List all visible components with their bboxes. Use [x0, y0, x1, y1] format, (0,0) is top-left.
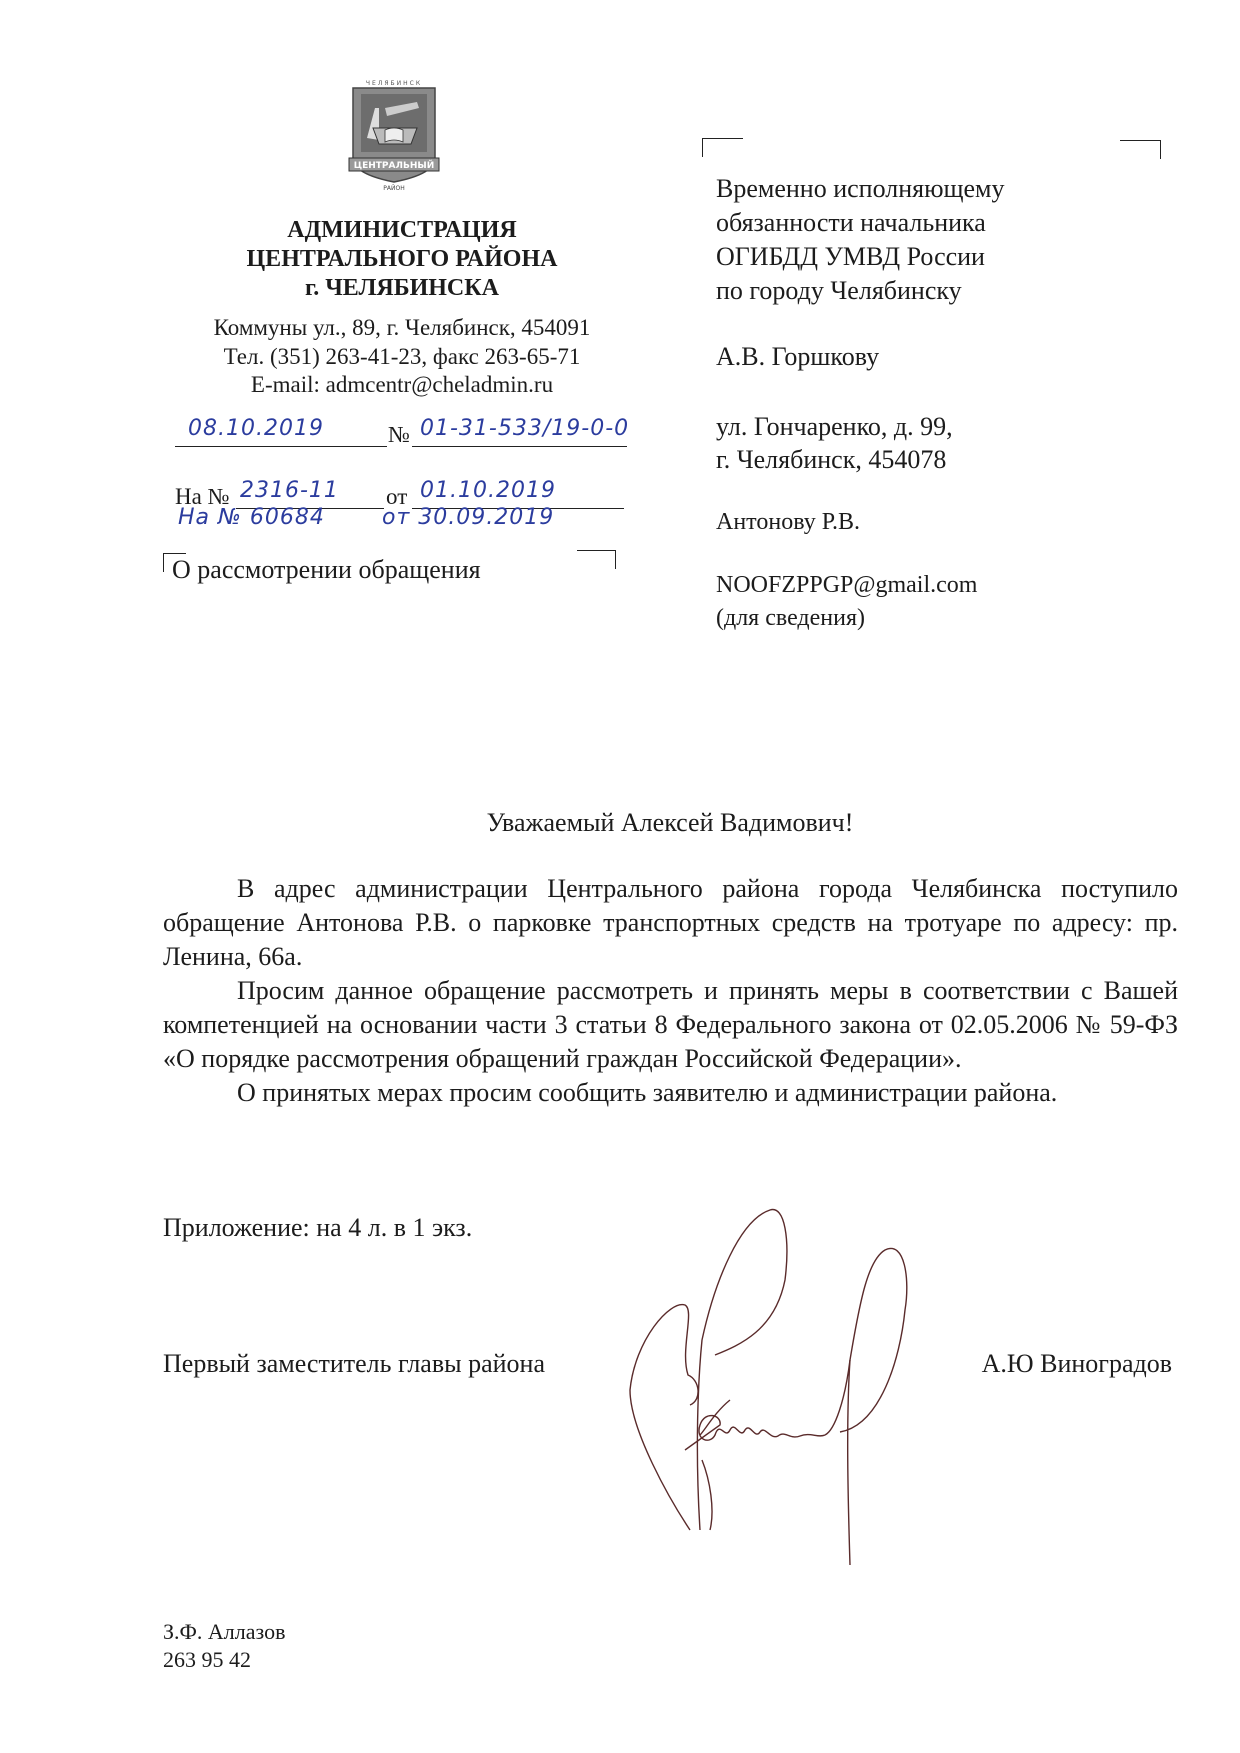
copy-recipient-name: Антонову Р.В.	[716, 509, 861, 535]
subject: О рассмотрении обращения	[172, 555, 481, 584]
recipient-bracket-right	[1120, 140, 1161, 159]
sender-address-line: Коммуны ул., 89, г. Челябинск, 454091	[213, 315, 591, 340]
executor-info	[163, 1618, 285, 1674]
greeting: Уважаемый Алексей Вадимович!	[486, 808, 854, 837]
ref2-number: На № 60684	[178, 505, 325, 530]
recipient-position-line: Временно исполняющему	[716, 174, 1005, 203]
district-emblem	[345, 78, 443, 196]
svg-text:ЦЕНТРАЛЬНЫЙ: ЦЕНТРАЛЬНЫЙ	[353, 161, 435, 171]
outgoing-number: 01-31-533/19-0-0	[420, 416, 630, 441]
sender-title	[172, 216, 632, 303]
executor-name: З.Ф. Аллазов	[163, 1619, 286, 1644]
date-underline	[175, 446, 387, 447]
ref-from-label: от	[386, 484, 408, 509]
signer-position: Первый заместитель главы района	[163, 1349, 545, 1378]
number-underline	[412, 446, 627, 447]
body-paragraph: О принятых мерах просим сообщить заявителю и администрации района.	[237, 1078, 1058, 1107]
attachment-note: Приложение: на 4 л. в 1 экз.	[163, 1213, 473, 1242]
recipient-bracket-left	[702, 138, 743, 157]
ref-number: 2316-11	[240, 478, 339, 503]
copy-note: (для сведения)	[716, 605, 865, 631]
body-paragraph: Просим данное обращение рассмотреть и принять меры в соответствии с Вашей компетенцией на основании части 3 статьи 8 Федерального закона от 02.05.2006 № 59-ФЗ «О порядке рассмотрения обращений граждан Российской Федерации».	[163, 976, 1178, 1073]
sender-title-line: г. ЧЕЛЯБИНСКА	[305, 275, 499, 301]
executor-phone: 263 95 42	[163, 1647, 251, 1672]
svg-text:ЧЕЛЯБИНСК: ЧЕЛЯБИНСК	[365, 80, 423, 87]
outgoing-date: 08.10.2019	[188, 416, 324, 441]
letter-body	[163, 872, 1178, 1110]
ref-number-label: На №	[175, 484, 230, 509]
body-paragraph: В адрес администрации Центрального района города Челябинска поступило обращение Антонова Р.В. о парковке транспортных средств на тротуаре по адресу: пр. Ленина, 66а.	[163, 874, 1178, 971]
sender-address-line: E-mail: admcentr@cheladmin.ru	[250, 372, 554, 397]
recipient-address-line: г. Челябинск, 454078	[716, 445, 947, 474]
ref2-date: от 30.09.2019	[382, 505, 555, 530]
number-label: №	[388, 422, 410, 447]
copy-recipient-email: NOOFZPPGP@gmail.com	[716, 572, 978, 598]
sender-address	[172, 314, 632, 400]
signer-name: А.Ю Виноградов	[981, 1349, 1172, 1378]
ref-date: 01.10.2019	[420, 478, 556, 503]
handwritten-signature	[610, 1200, 1010, 1580]
sender-title-line: АДМИНИСТРАЦИЯ	[287, 217, 517, 243]
recipient-address	[716, 410, 953, 476]
sender-address-line: Тел. (351) 263-41-23, факс 263-65-71	[223, 343, 581, 369]
recipient-position-line: по городу Челябинску	[716, 276, 962, 305]
recipient-address-line: ул. Гончаренко, д. 99,	[716, 412, 953, 441]
recipient-position-line: обязанности начальника	[716, 208, 986, 237]
recipient-position-line: ОГИБДД УМВД России	[716, 242, 985, 271]
subject-bracket-right	[577, 550, 616, 569]
svg-text:РАЙОН: РАЙОН	[383, 185, 405, 192]
sender-title-line: ЦЕНТРАЛЬНОГО РАЙОНА	[246, 246, 558, 272]
recipient-position	[716, 172, 1005, 308]
recipient-name: А.В. Горшкову	[716, 342, 880, 371]
